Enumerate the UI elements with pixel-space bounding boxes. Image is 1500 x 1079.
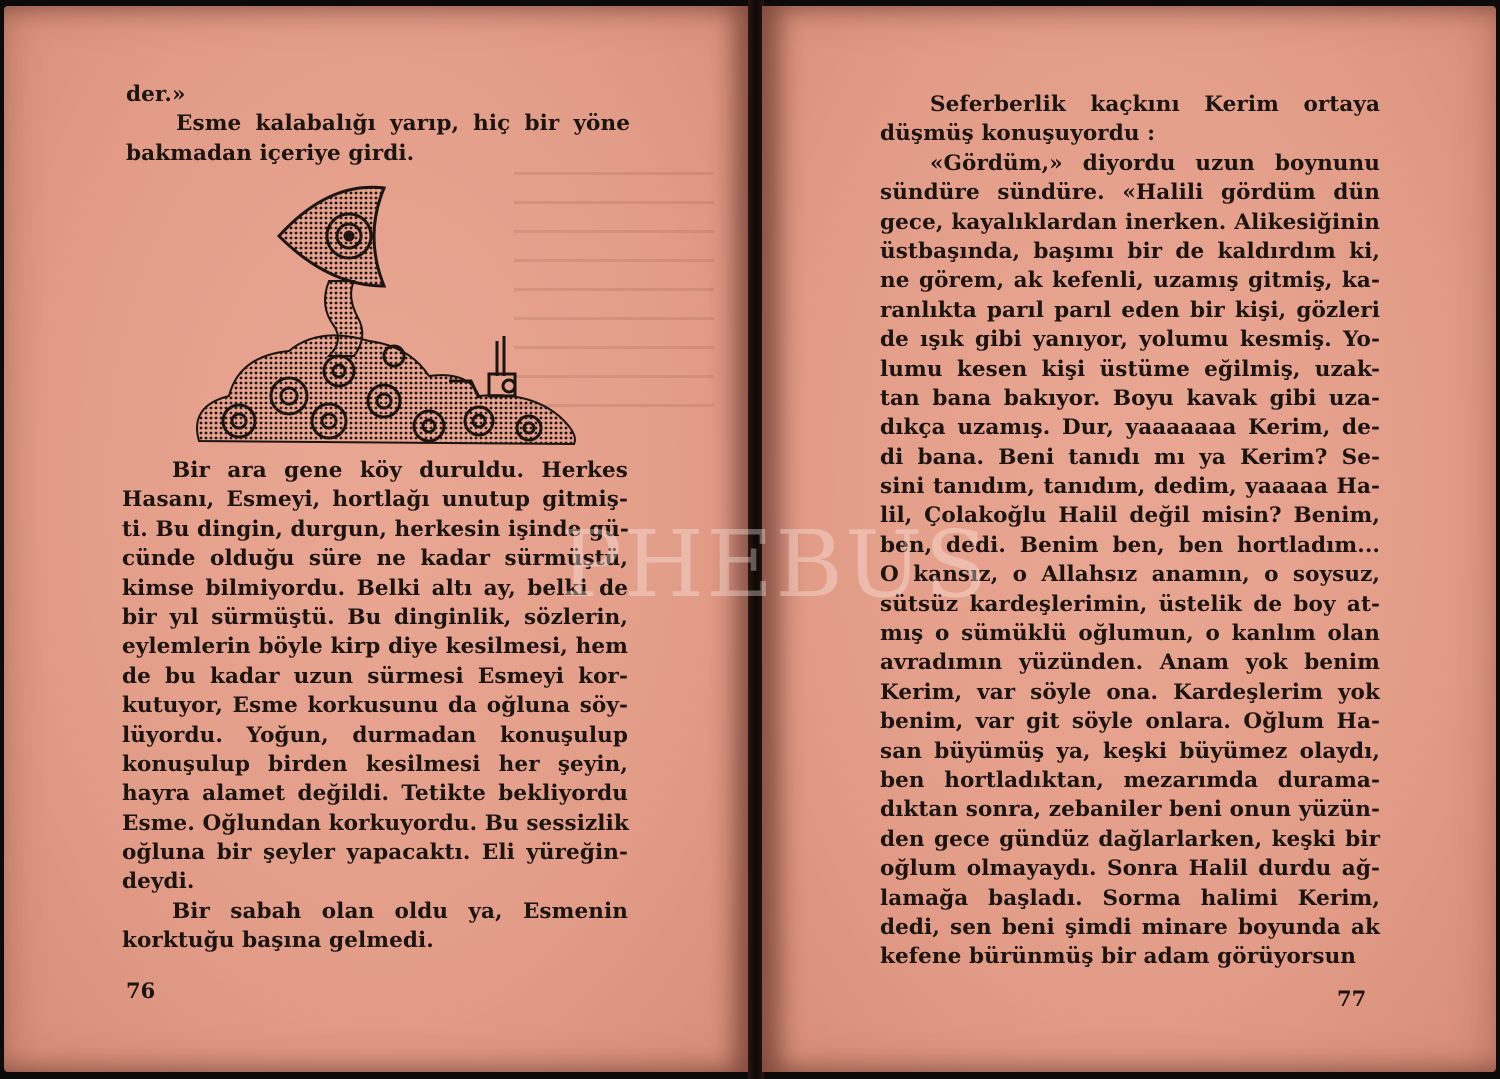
text-line: düşmüş konuşuyordu : (880, 121, 1156, 147)
text-line: hayra alamet değildi. Tetikte bekliyordu (122, 781, 628, 807)
text-line: üstbaşında, başımı bir de kaldırdım ki, (880, 238, 1380, 264)
page-number: 76 (126, 978, 156, 1003)
text-line: deydi. (122, 869, 195, 895)
text-line: san büyümüş ya, keşki büyümez olaydı, (880, 738, 1380, 764)
text-line: Seferberlik kaçkını Kerim ortaya (930, 92, 1380, 117)
text-line: Bir sabah olan oldu ya, Esmenin (172, 898, 628, 924)
text-line: kimse bilmiyordu. Belki altı ay, belki de (122, 575, 628, 601)
text-line: Kerim, var söyle ona. Kardeşlerim yok (880, 679, 1380, 705)
text-line: kefene bürünmüş bir adam görüyorsun (880, 944, 1357, 970)
text-line: dıkça uzamış. Dur, yaaaaaaa Kerim, de- (880, 415, 1380, 441)
text-line: tan bana bakıyor. Boyu kavak gibi uza- (880, 385, 1380, 411)
text-line: den gece gündüz dağlarlarken, keşki bir (880, 826, 1380, 852)
text-line: ti. Bu dingin, durgun, herkesin işinde gü- (122, 516, 629, 542)
text-line: Esme. Oğlundan korkuyordu. Bu sessizlik (122, 810, 629, 836)
text-line: korktuğu başına gelmedi. (122, 928, 434, 954)
text-line: benim, var git söyle onlara. Oğlum Ha- (880, 709, 1380, 735)
ghost-illustration (179, 176, 589, 456)
text-line: ben, dedi. Benim ben, ben hortladım... (880, 532, 1380, 558)
text-line: eylemlerin böyle kirp diye kesilmesi, hem (122, 634, 628, 660)
text-line: cünde olduğu süre ne kadar sürmüştü, (122, 546, 628, 572)
text-line: lumu kesen kişi üstüme eğilmiş, uzak- (880, 356, 1380, 382)
text-line: ranlıkta parıl parıl eden bir kişi, gözleri (880, 297, 1380, 323)
text-line: avradımın yüzünden. Anam yok benim (880, 650, 1380, 676)
text-line: sütsüz kardeşlerimin, üstelik de boy at- (880, 591, 1380, 617)
text-line: de ışık gibi yanıyor, yolumu kesmiş. Yo- (880, 327, 1380, 353)
text-line: konuşulup birden kesilmesi her şeyin, (122, 751, 628, 777)
text-line: gece, kayalıklardan inerken. Alikesiğinin (880, 209, 1380, 235)
text-line: de bu kadar uzun sürmesi Esmeyi kor- (122, 663, 628, 689)
text-line: mış o sümüklü oğlumun, o kanlım olan (880, 621, 1380, 647)
text-line: der.» (126, 82, 186, 107)
text-line: bir yıl sürmüştü. Bu dinginlik, sözlerin, (122, 604, 628, 630)
text-line: sini tanıdım, tanıdım, dedim, yaaaaa Ha- (880, 474, 1380, 500)
page-number: 77 (1337, 986, 1367, 1011)
text-line: «Gördüm,» diyordu uzun boynunu (930, 150, 1380, 176)
text-line: dedi, sen beni şimdi minare boyunda ak (880, 914, 1380, 940)
text-line: kutuyor, Esme korkusunu da oğluna söy- (122, 693, 628, 719)
text-line: ne görem, ak kefenli, uzamış gitmiş, ka- (880, 268, 1380, 294)
text-line: Bir ara gene köy duruldu. Herkes (172, 458, 628, 483)
text-line: lil, Çolakoğlu Halil değil misin? Benim, (880, 503, 1380, 529)
left-page-bottom-text (122, 456, 628, 956)
text-line: Hasanı, Esmeyi, hortlağı unutup gitmiş- (122, 487, 628, 513)
watermark: PHEBUS (560, 511, 990, 618)
text-line: sündüre sündüre. «Halili gördüm dün (880, 180, 1380, 206)
text-line: lüyordu. Yoğun, durmadan konuşulup (122, 722, 628, 748)
text-line: di bana. Beni tanıdı mı ya Kerim? Se- (880, 444, 1380, 470)
text-line: O kansız, o Allahsız anamın, o soysuz, (880, 562, 1380, 588)
left-page-top-text (126, 80, 630, 168)
text-line: bakmadan içeriye girdi. (126, 140, 415, 166)
text-line: lamağa başladı. Sorma halimi Kerim, (880, 885, 1380, 911)
text-line: dıktan sonra, zebaniler beni onun yüzün- (880, 797, 1380, 823)
text-line: Esme kalabalığı yarıp, hiç bir yöne (176, 111, 630, 137)
text-line: ben hortladıktan, mezarımda durama- (880, 767, 1380, 793)
text-line: oğluna bir şeyler yapacaktı. Eli yüreğin- (122, 840, 628, 866)
text-line: oğlum olmayaydı. Sonra Halil durdu ağ- (880, 856, 1380, 882)
